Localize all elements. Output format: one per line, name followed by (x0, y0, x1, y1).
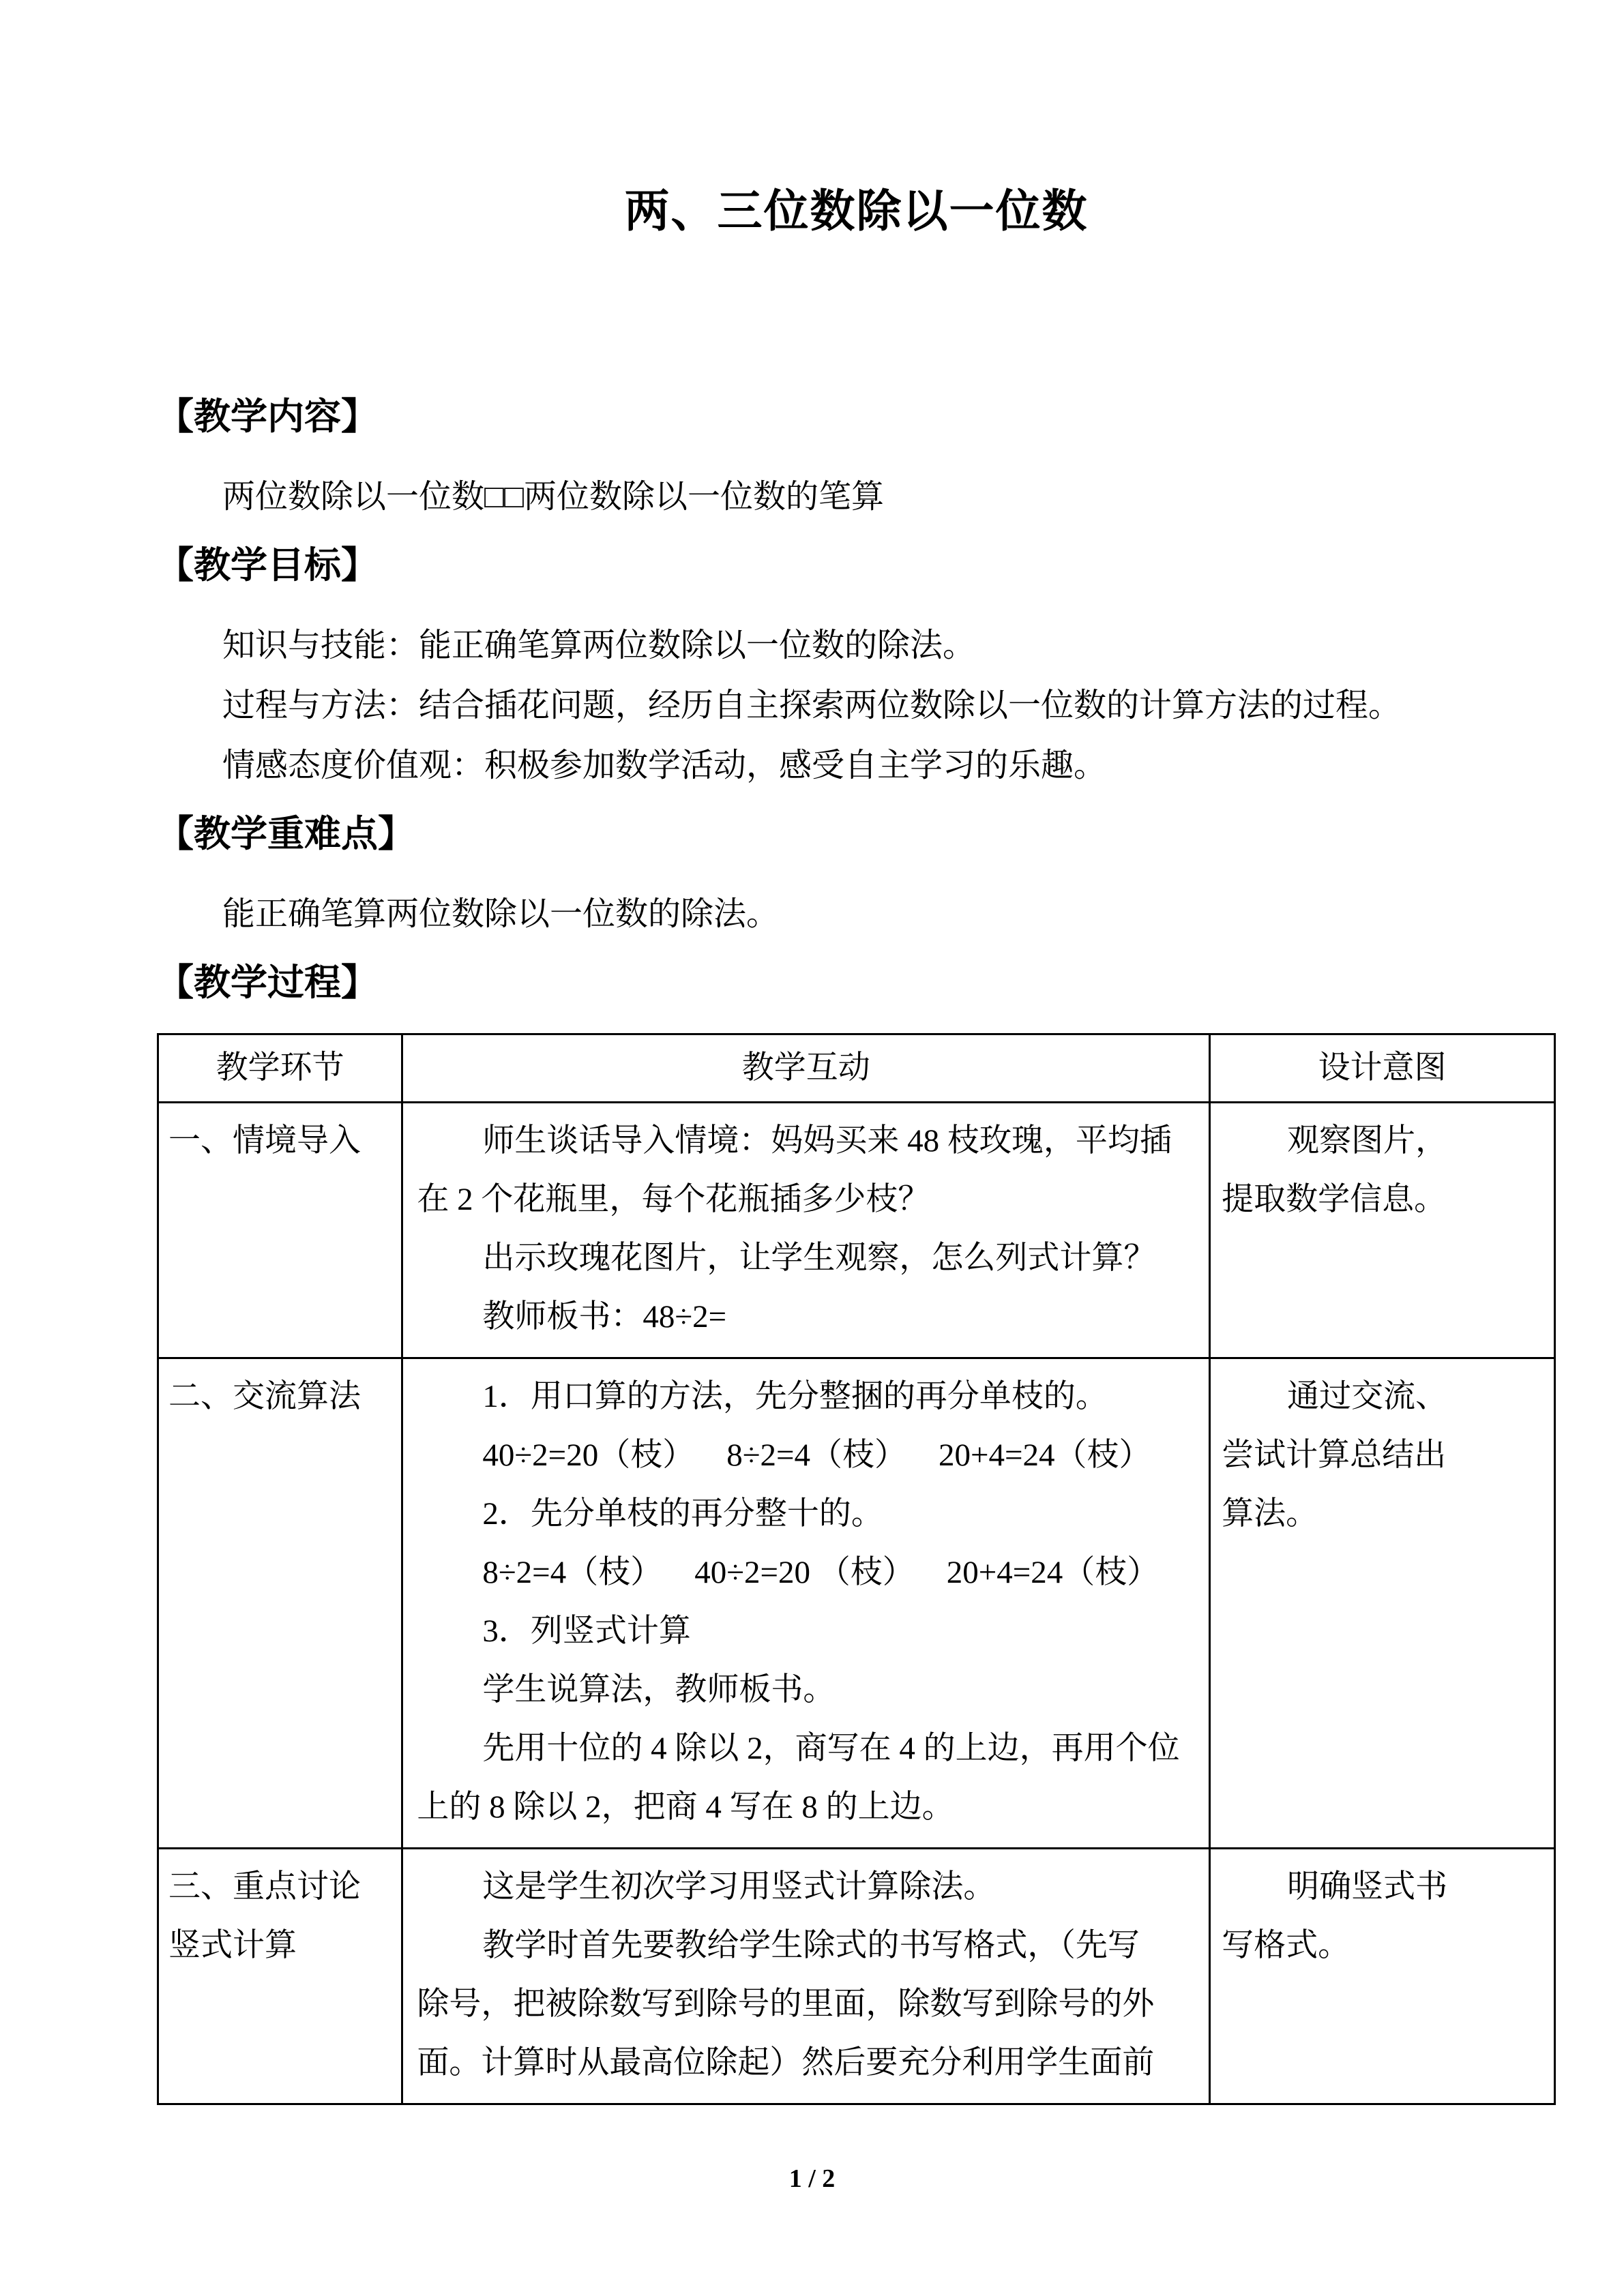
stage-cell (158, 1102, 402, 1358)
stage-line: 三、重点讨论 (168, 1868, 361, 1905)
paragraph: 情感态度价值观：积极参加数学活动，感受自主学习的乐趣。 (222, 747, 1107, 784)
interaction-line: 2．先分单枝的再分整十的。 (482, 1495, 883, 1532)
intent-line: 尝试计算总结出 (1222, 1437, 1447, 1473)
interaction-line: 面。计算时从最高位除起）然后要充分利用学生面前 (417, 2044, 1155, 2081)
interaction-line: 教学时首先要教给学生除式的书写格式，（先写 (482, 1927, 1140, 1963)
intent-line: 明确竖式书 (1287, 1868, 1448, 1905)
interaction-line: 除号，把被除数写到除号的里面，除数写到除号的外 (417, 1986, 1155, 2022)
interaction-line: 这是学生初次学习用竖式计算除法。 (482, 1868, 996, 1905)
interaction-line: 学生说算法，教师板书。 (482, 1671, 836, 1708)
section-teaching-process (157, 961, 1556, 1006)
interaction-cell (402, 1848, 1210, 2104)
interaction-line: 8÷2=4（枝） 40÷2=20 （枝） 20+4=24（枝） (482, 1554, 1160, 1590)
stage-line: 二、交流算法 (168, 1378, 361, 1414)
table-row (158, 1848, 1555, 2104)
section-heading: 【教学重难点】 (157, 813, 415, 854)
paragraph: 过程与方法：结合插花问题，经历自主探索两位数除以一位数的计算方法的过程。 (222, 687, 1402, 724)
column-header-interaction: 教学互动 (402, 1034, 1210, 1102)
interaction-line: 40÷2=20（枝） 8÷2=4（枝） 20+4=24（枝） (482, 1437, 1151, 1473)
table-header-row (158, 1034, 1555, 1102)
intent-line: 算法。 (1222, 1495, 1318, 1532)
intent-line: 通过交流、 (1287, 1378, 1448, 1414)
interaction-line: 教师板书：48÷2= (482, 1298, 727, 1335)
intent-line: 观察图片， (1287, 1122, 1448, 1159)
section-heading: 【教学内容】 (157, 396, 378, 438)
intent-line: 提取数学信息。 (1222, 1181, 1447, 1217)
intent-cell (1210, 1102, 1555, 1358)
interaction-cell (402, 1102, 1210, 1358)
stage-line: 竖式计算 (168, 1927, 297, 1963)
interaction-cell (402, 1358, 1210, 1848)
column-header-intent: 设计意图 (1210, 1034, 1555, 1102)
stage-cell (158, 1358, 402, 1848)
interaction-line: 1．用口算的方法，先分整捆的再分单枝的。 (482, 1378, 1108, 1414)
section-heading: 【教学过程】 (157, 961, 378, 1003)
teaching-process-table (157, 1033, 1556, 2105)
table-row (158, 1358, 1555, 1848)
intent-cell (1210, 1848, 1555, 2104)
column-header-stage: 教学环节 (158, 1034, 402, 1102)
intent-line: 写格式。 (1222, 1927, 1350, 1963)
interaction-line: 在 2 个花瓶里，每个花瓶插多少枝？ (417, 1181, 930, 1217)
paragraph: 知识与技能：能正确笔算两位数除以一位数的除法。 (222, 627, 976, 664)
stage-line: 一、情境导入 (168, 1122, 361, 1159)
section-teaching-goals (157, 543, 1556, 796)
document-body (0, 395, 1624, 2105)
paragraph: 两位数除以一位数□□两位数除以一位数的笔算 (222, 479, 884, 516)
interaction-line: 师生谈话导入情境：妈妈买来 48 枝玫瑰，平均插 (482, 1122, 1172, 1159)
stage-cell (158, 1848, 402, 2104)
interaction-line: 上的 8 除以 2，把商 4 写在 8 的上边。 (417, 1789, 954, 1825)
section-heading: 【教学目标】 (157, 545, 378, 586)
interaction-line: 先用十位的 4 除以 2，商写在 4 的上边，再用个位 (482, 1730, 1180, 1766)
interaction-line: 3．列竖式计算 (482, 1613, 691, 1649)
section-teaching-content (157, 395, 1556, 527)
intent-cell (1210, 1358, 1555, 1848)
page-number: 1 / 2 (788, 2164, 836, 2193)
paragraph: 能正确笔算两位数除以一位数的除法。 (222, 895, 780, 932)
interaction-line: 出示玫瑰花图片，让学生观察，怎么列式计算？ (482, 1240, 1156, 1276)
table-row (158, 1102, 1555, 1358)
section-key-difficulties (157, 812, 1556, 944)
document-title: 两、三位数除以一位数 (624, 185, 1089, 236)
